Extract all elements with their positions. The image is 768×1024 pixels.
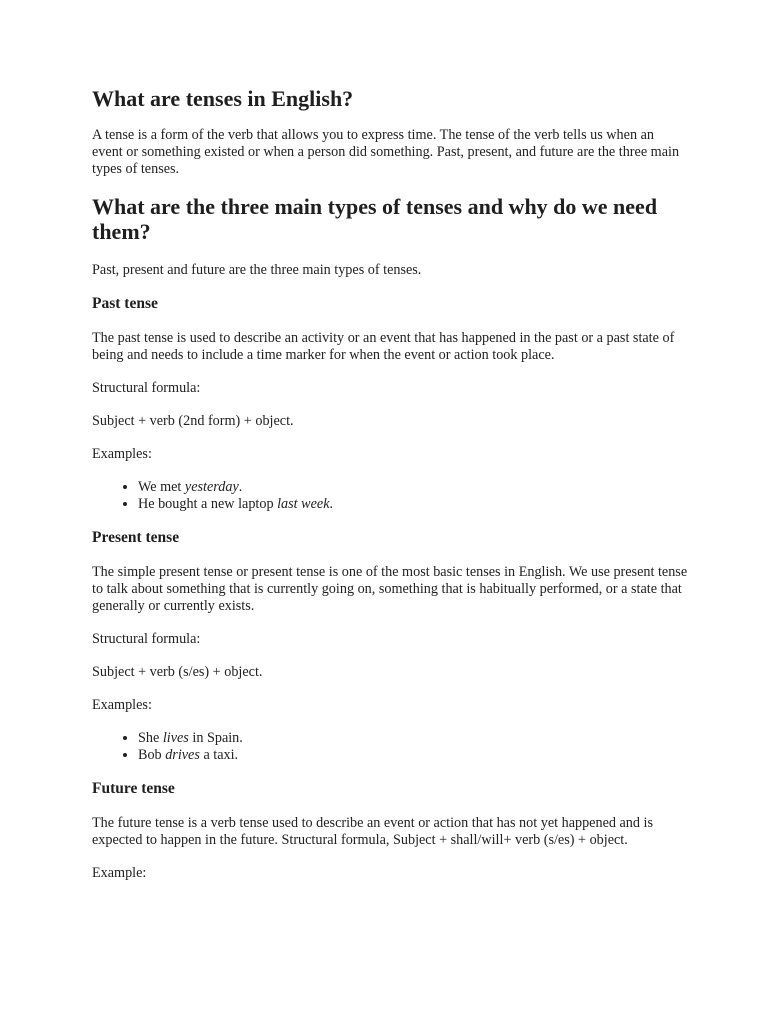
past-tense-heading: Past tense [92, 295, 158, 312]
types-intro-paragraph: Past, present and future are the three main types of tenses. [92, 262, 422, 278]
present-examples-label: Examples: [92, 697, 152, 713]
future-tense-description: The future tense is a verb tense used to describe an event or action that has not yet happened and is expected to happen in the future. Structural formula, Subject + shall/will+ verb (s/es) + object. [92, 815, 654, 848]
present-formula: Subject + verb (s/es) + object. [92, 664, 263, 680]
present-tense-heading: Present tense [92, 529, 180, 546]
past-examples-label: Examples: [92, 446, 152, 462]
past-examples-list [92, 479, 688, 513]
page-title: What are tenses in English? [92, 86, 354, 111]
list-item: • He bought a new laptop last week. [138, 496, 688, 513]
present-examples-list [92, 730, 688, 764]
future-tense-heading: Future tense [92, 780, 175, 797]
list-item: • We met yesterday. [138, 479, 688, 496]
present-formula-label: Structural formula: [92, 631, 201, 647]
future-example-label: Example: [92, 865, 147, 881]
past-formula: Subject + verb (2nd form) + object. [92, 413, 294, 429]
section-title: What are the three main types of tenses and why do we need them? [92, 194, 658, 244]
past-formula-label: Structural formula: [92, 380, 201, 396]
past-tense-description: The past tense is used to describe an activity or an event that has happened in the past or a past state of being and needs to include a time marker for when the event or action took place. [92, 330, 675, 363]
intro-paragraph: A tense is a form of the verb that allows you to express time. The tense of the verb tells us when an event or something existed or when a person did something. Past, present, and future are the three main types of tenses. [92, 127, 680, 177]
list-item: • Bob drives a taxi. [138, 747, 688, 764]
present-tense-description: The simple present tense or present tense is one of the most basic tenses in English. We use present tense to talk about something that is currently going on, something that is habitually performed, or a state that generally or currently exists. [92, 564, 688, 614]
list-item: • She lives in Spain. [138, 730, 688, 747]
